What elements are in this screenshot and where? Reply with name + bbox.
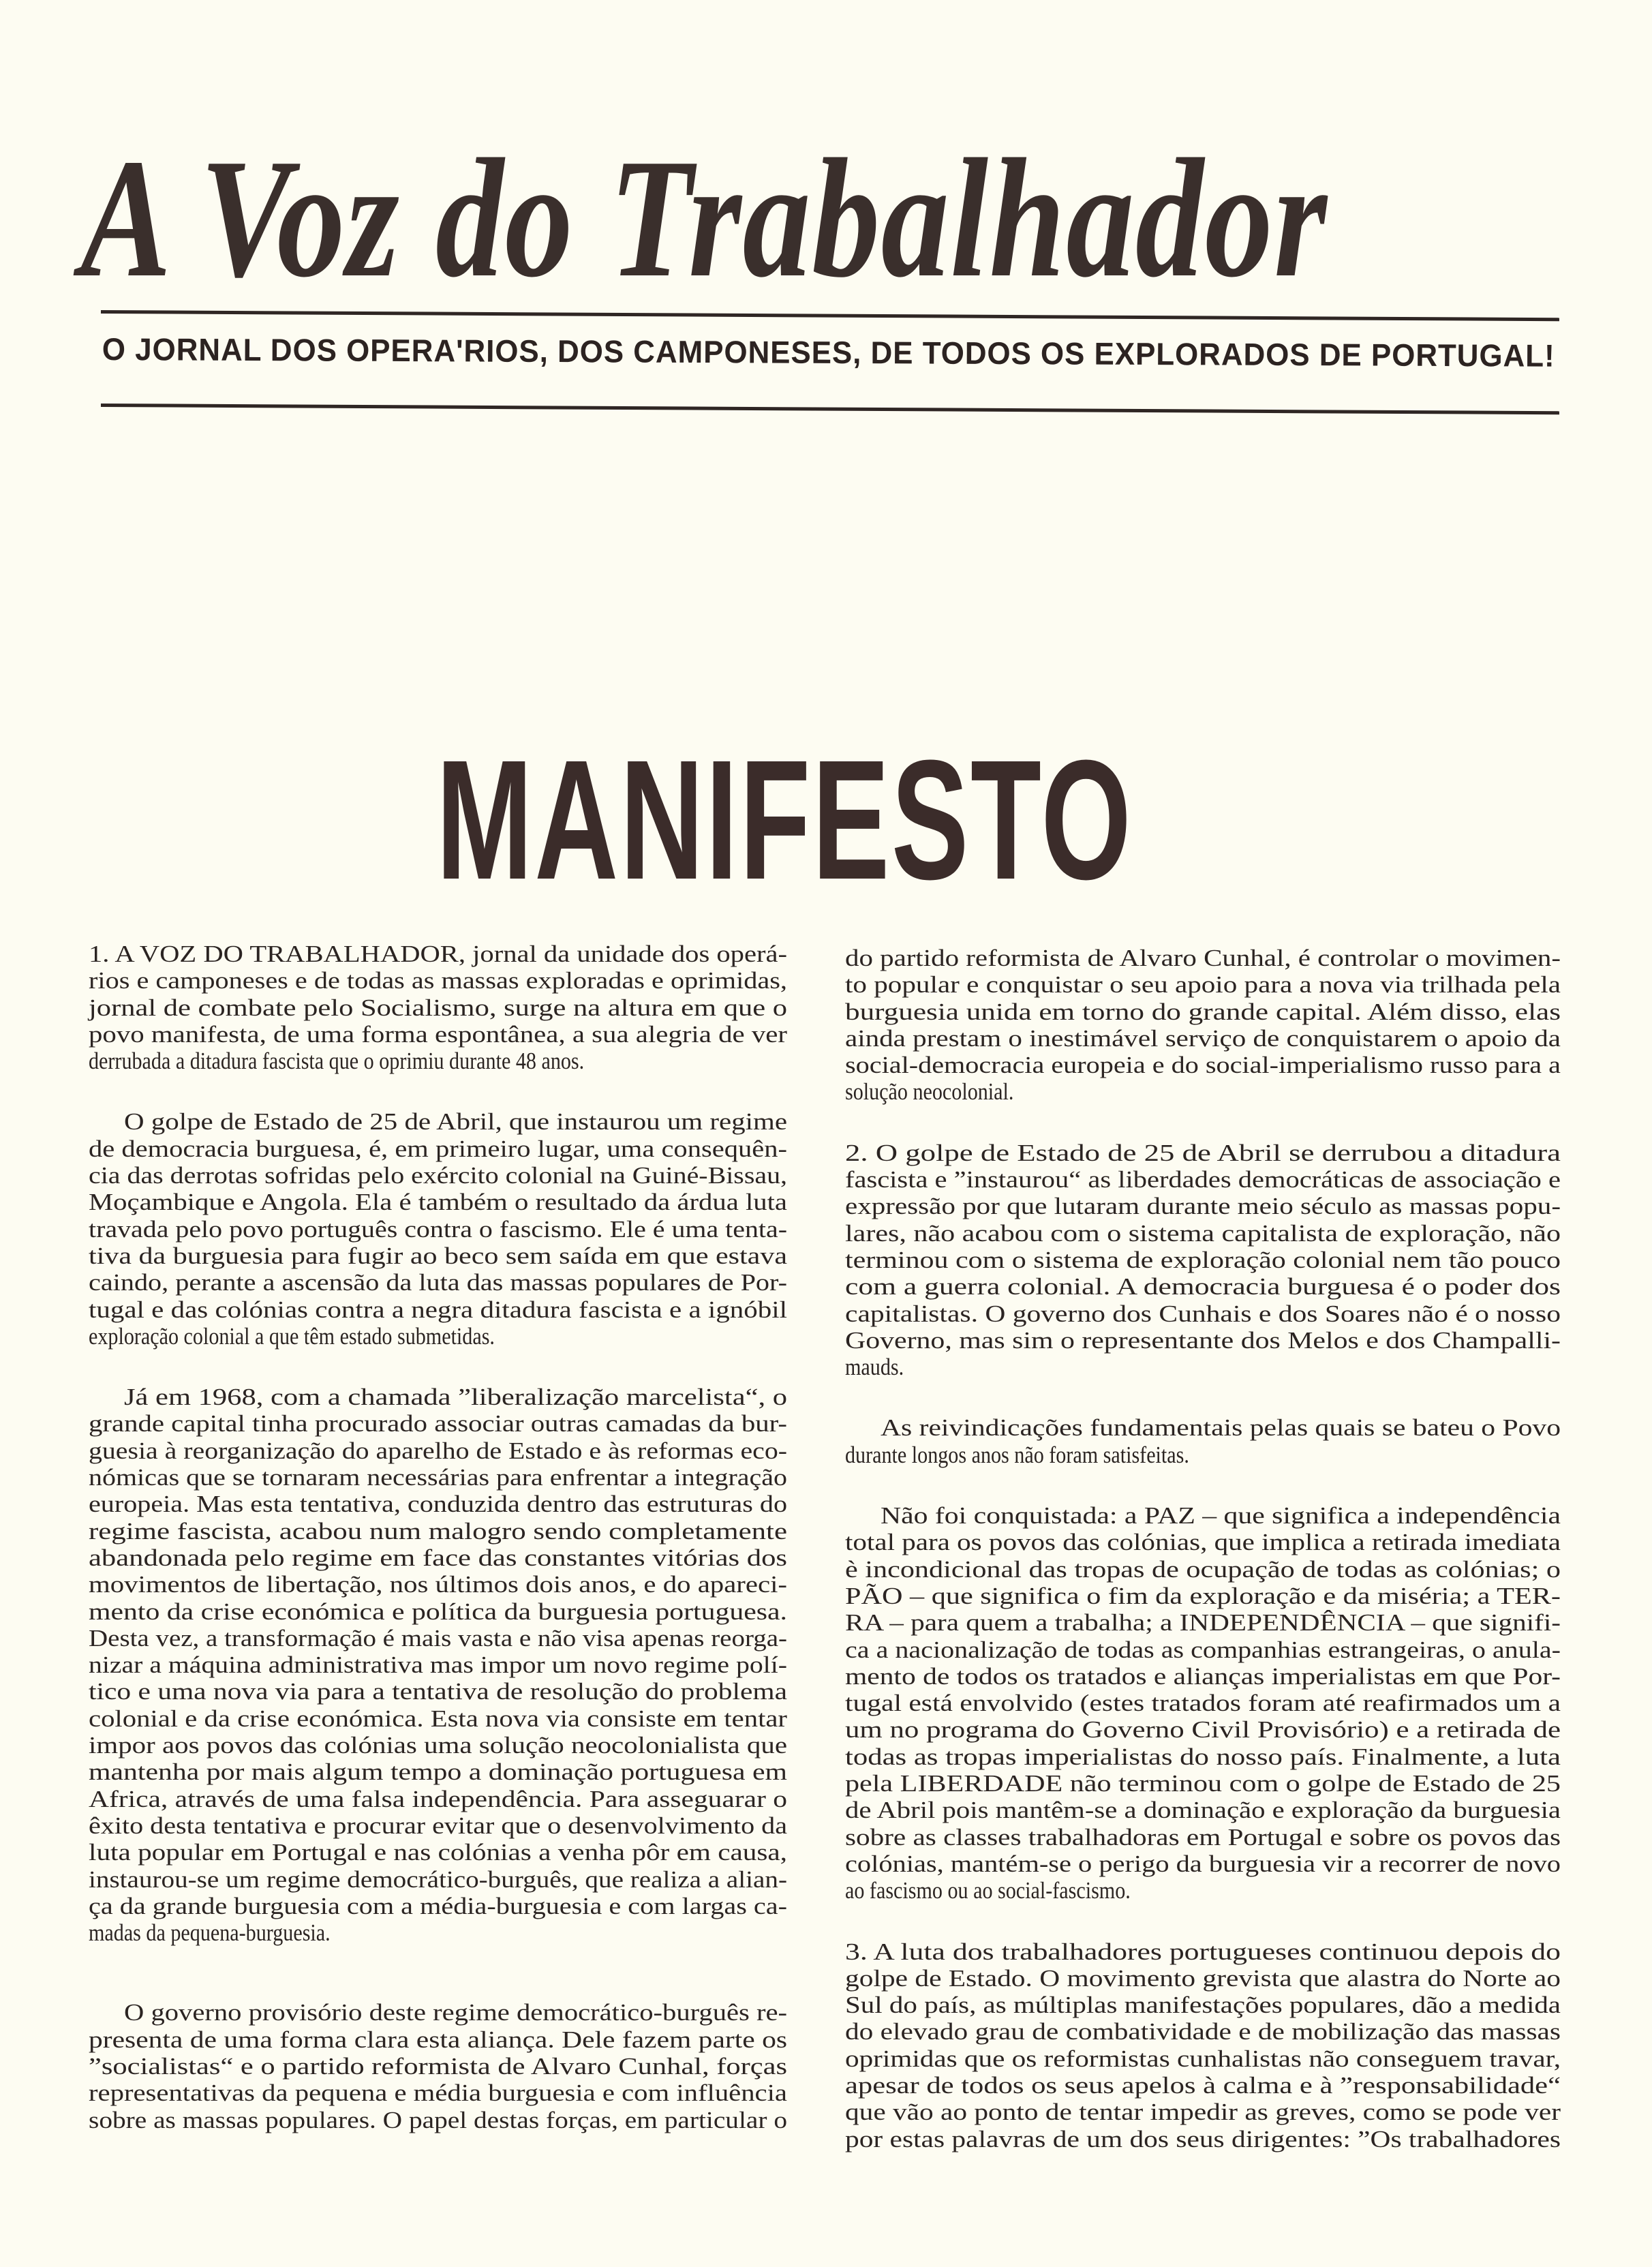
- text-line: [845, 1442, 1561, 1468]
- text-line-content: mauds.: [845, 1354, 904, 1381]
- text-line-content: guesia à reorganização do aparelho de Estado e às reformas eco-: [89, 1437, 787, 1464]
- text-line: [845, 1690, 1561, 1716]
- text-line-content: jornal de combate pelo Socialismo, surge na altura em que o: [89, 994, 787, 1021]
- text-line: [89, 1919, 787, 1946]
- text-line: [845, 945, 1561, 971]
- text-line-content: expressão por que lutaram durante meio século as massas popu-: [845, 1193, 1561, 1220]
- text-line-content: PÃO – que significa o fim da exploração e da miséria; a TER-: [845, 1582, 1561, 1609]
- masthead: [0, 0, 1652, 423]
- text-line: [89, 1384, 787, 1410]
- text-line-content: Já em 1968, com a chamada ”liberalização marcelista“, o: [124, 1384, 787, 1411]
- text-line: [89, 1136, 787, 1162]
- text-line-content: impor aos povos das colónias uma solução neocolonialista que: [89, 1732, 787, 1759]
- text-line: [845, 1637, 1561, 1663]
- text-line-content: do elevado grau de combatividade e de mobilização das massas: [845, 2018, 1561, 2045]
- text-line: [89, 1021, 787, 1048]
- text-line: [845, 1824, 1561, 1851]
- text-line: [845, 2018, 1561, 2045]
- text-line-content: sobre as classes trabalhadoras em Portugal e sobre os povos das: [845, 1823, 1561, 1851]
- text-line: [89, 1491, 787, 1517]
- text-line-content: sobre as massas populares. O papel destas forças, em particular o: [89, 2106, 787, 2133]
- text-line-content: ao fascismo ou ao social-fascismo.: [845, 1877, 1131, 1904]
- text-line-content: O golpe de Estado de 25 de Abril, que instaurou um regime: [124, 1108, 787, 1136]
- text-line-content: de democracia burguesa, é, em primeiro lugar, uma consequên-: [89, 1135, 787, 1162]
- text-line-content: total para os povos das colónias, que implica a retirada imediata: [845, 1529, 1561, 1556]
- text-line: [845, 1193, 1561, 1219]
- text-line: [845, 1938, 1561, 1965]
- article-paragraph: [89, 1999, 787, 2133]
- text-line: [845, 1140, 1561, 1166]
- text-line-content: madas da pequena-burguesia.: [89, 1919, 331, 1947]
- text-line: [89, 1625, 787, 1652]
- text-line: [89, 1893, 787, 1919]
- text-line: [845, 1502, 1561, 1529]
- text-line: [89, 1545, 787, 1571]
- text-line-content: ça da grande burguesia com a média-burguesia e com largas ca-: [89, 1892, 787, 1919]
- text-line: [89, 994, 787, 1021]
- text-line: [845, 2099, 1561, 2125]
- text-line: [89, 967, 787, 994]
- text-line: [845, 1965, 1561, 1992]
- text-line: [89, 2107, 787, 2133]
- text-line: [89, 1678, 787, 1705]
- text-line-content: terminou com o sistema de exploração colonial nem tão pouco: [845, 1246, 1561, 1273]
- text-line: [89, 1189, 787, 1215]
- text-line-content: lares, não acabou com o sistema capitalista de exploração, não: [845, 1219, 1561, 1247]
- paragraph-gap: [89, 1946, 787, 1999]
- text-line-content: mantenha por mais algum tempo a dominação portuguesa em: [89, 1759, 787, 1786]
- text-line: [845, 999, 1561, 1025]
- text-line-content: fascista e ”instaurou“ as liberdades democráticas de associação e: [845, 1166, 1561, 1193]
- newspaper-subtitle: O JORNAL DOS OPERA'RIOS, DOS CAMPONESES, DE TODOS OS EXPLORADOS DE PORTUGAL!: [102, 331, 1555, 374]
- text-line: [89, 1410, 787, 1437]
- text-line-content: com a guerra colonial. A democracia burguesa é o poder dos: [845, 1273, 1561, 1300]
- text-line-content: colónias, mantém-se o perigo da burguesia vir a recorrer de novo: [845, 1850, 1561, 1877]
- newspaper-title: A Voz do Trabalhador: [80, 124, 1328, 313]
- text-line-content: ”socialistas“ e o partido reformista de Alvaro Cunhal, forças: [89, 2052, 787, 2080]
- article-paragraph: [845, 1938, 1561, 2152]
- text-line: [845, 1851, 1561, 1877]
- text-line-content: durante longos anos não foram satisfeitas.: [845, 1441, 1189, 1468]
- text-line-content: 1. A VOZ DO TRABALHADOR, jornal da unidade dos operá-: [89, 941, 787, 967]
- text-line: [89, 1464, 787, 1491]
- text-line: [89, 941, 787, 967]
- text-line: [845, 1583, 1561, 1609]
- text-line: [845, 1797, 1561, 1823]
- text-line-content: tugal está envolvido (estes tratados foram até reafirmados um a: [845, 1690, 1561, 1717]
- text-line: [845, 1414, 1561, 1441]
- text-line-content: Não foi conquistada: a PAZ – que significa a independência: [881, 1502, 1561, 1530]
- text-line: [89, 2053, 787, 2080]
- text-line: [89, 1437, 787, 1464]
- text-line-content: oprimidas que os reformistas cunhalistas não conseguem travar,: [845, 2045, 1561, 2072]
- text-line-content: grande capital tinha procurado associar outras camadas da bur-: [89, 1410, 787, 1437]
- text-line: [89, 1839, 787, 1866]
- text-line: [845, 1052, 1561, 1078]
- text-line-content: que vão ao ponto de tentar impedir as greves, como se pode ver: [845, 2099, 1561, 2126]
- text-line-content: êxito desta tentativa e procurar evitar que o desenvolvimento da: [89, 1812, 787, 1839]
- text-line: [845, 1556, 1561, 1583]
- text-line: [845, 1770, 1561, 1797]
- text-line-content: europeia. Mas esta tentativa, conduzida dentro das estruturas do: [89, 1491, 787, 1518]
- text-line: [845, 1716, 1561, 1743]
- text-line-content: nizar a máquina administrativa mas impor um novo regime polí-: [89, 1652, 787, 1679]
- text-line-content: pela LIBERDADE não terminou com o golpe de Estado de 25: [845, 1770, 1561, 1797]
- paragraph-gap: [845, 1468, 1561, 1502]
- text-line-content: abandonada pelo regime em face das constantes vitórias dos: [89, 1544, 787, 1571]
- text-line: [845, 1166, 1561, 1193]
- text-line-content: rios e camponeses e de todas as massas exploradas e oprimidas,: [89, 967, 787, 994]
- text-line-content: tugal e das colónias contra a negra ditadura fascista e a ignóbil: [89, 1296, 787, 1323]
- text-line-content: Africa, através de uma falsa independência. Para asseguarar o: [89, 1785, 787, 1812]
- text-line-content: mento de todos os tratados e alianças imperialistas em que Por-: [845, 1662, 1561, 1690]
- text-line-content: de Abril pois mantêm-se a dominação e exploração da burguesia: [845, 1797, 1561, 1824]
- text-line-content: O governo provisório deste regime democrático-burguês re-: [124, 1999, 787, 2026]
- text-line-content: exploração colonial a que têm estado submetidas.: [89, 1322, 495, 1350]
- text-line-content: derrubada a ditadura fascista que o oprimiu durante 48 anos.: [89, 1048, 585, 1075]
- text-line-content: capitalistas. O governo dos Cunhais e dos Soares não é o nosso: [845, 1300, 1561, 1327]
- text-line-content: travada pelo povo português contra o fascismo. Ele é uma tenta-: [89, 1215, 787, 1243]
- text-line-content: mento da crise económica e política da burguesia portuguesa.: [89, 1598, 787, 1625]
- text-line: [89, 1598, 787, 1625]
- text-line-content: povo manifesta, de uma forma espontânea, a sua alegria de ver: [89, 1020, 787, 1048]
- text-line-content: tiva da burguesia para fugir ao beco sem saída em que estava: [89, 1242, 787, 1269]
- text-line: [845, 2045, 1561, 2072]
- text-line: [89, 1705, 787, 1732]
- text-line-content: ca a nacionalização de todas as companhias estrangeiras, o anula-: [845, 1636, 1561, 1663]
- text-line: [845, 1663, 1561, 1690]
- text-line: [845, 1273, 1561, 1300]
- text-line-content: colonial e da crise económica. Esta nova via consiste em tentar: [89, 1705, 787, 1732]
- text-line-content: todas as tropas imperialistas do nosso país. Finalmente, a luta: [845, 1743, 1561, 1770]
- text-line: [89, 1108, 787, 1135]
- text-line: [845, 1327, 1561, 1354]
- text-line-content: burguesia unida em torno do grande capital. Além disso, elas: [845, 998, 1561, 1025]
- headline: MANIFESTO: [436, 725, 1133, 915]
- article-paragraph: [89, 941, 787, 1074]
- text-line-content: por estas palavras de um dos seus dirigentes: ”Os trabalhadores: [845, 2125, 1561, 2152]
- text-line-content: presenta de uma forma clara esta aliança. Dele fazem parte os: [89, 2026, 787, 2053]
- text-line-content: movimentos de libertação, nos últimos dois anos, e do apareci-: [89, 1571, 787, 1598]
- text-line-content: Desta vez, a transformação é mais vasta e não visa apenas reorga-: [89, 1624, 787, 1652]
- text-line: [89, 1323, 787, 1350]
- article-paragraph: [89, 1384, 787, 1946]
- text-line-content: 3. A luta dos trabalhadores portugueses continuou depois do: [845, 1938, 1561, 1965]
- text-line-content: RA – para quem a trabalha; a INDEPENDÊNCIA – que signifi-: [845, 1609, 1561, 1637]
- text-line: [845, 1744, 1561, 1770]
- text-line: [845, 1877, 1561, 1904]
- text-line-content: instaurou-se um regime democrático-burguês, que realiza a alian-: [89, 1866, 787, 1893]
- text-line-content: do partido reformista de Alvaro Cunhal, é controlar o movimen-: [845, 945, 1561, 971]
- text-line: [89, 1999, 787, 2026]
- text-line-content: caindo, perante a ascensão da luta das massas populares de Por-: [89, 1269, 787, 1296]
- paragraph-gap: [89, 1074, 787, 1108]
- text-line: [89, 1866, 787, 1893]
- text-line-content: luta popular em Portugal e nas colónias a venha pôr em causa,: [89, 1839, 787, 1866]
- text-line: [89, 1812, 787, 1839]
- text-line-content: tico e uma nova via para a tentativa de resolução do problema: [89, 1678, 787, 1705]
- text-line: [89, 2080, 787, 2106]
- text-line-content: golpe de Estado. O movimento grevista que alastra do Norte ao: [845, 1964, 1561, 1992]
- text-line: [89, 1518, 787, 1545]
- paragraph-gap: [845, 1904, 1561, 1938]
- masthead-rule-bottom: [101, 404, 1559, 414]
- text-line-content: nómicas que se tornaram necessárias para enfrentar a integração: [89, 1464, 787, 1491]
- article-paragraph: [845, 1502, 1561, 1904]
- paragraph-gap: [89, 1350, 787, 1384]
- text-line: [845, 1220, 1561, 1247]
- text-line: [845, 2072, 1561, 2099]
- article-column-left: [89, 941, 787, 2133]
- text-line: [845, 1247, 1561, 1273]
- text-line: [845, 2126, 1561, 2152]
- text-line: [89, 2026, 787, 2053]
- text-line-content: Sul do país, as múltiplas manifestações populares, dão a medida: [845, 1992, 1561, 2019]
- text-line-content: As reivindicações fundamentais pelas quais se bateu o Povo: [881, 1414, 1561, 1442]
- article-column-right: [845, 945, 1561, 2152]
- text-line-content: Governo, mas sim o representante dos Melos e dos Champalli-: [845, 1326, 1561, 1354]
- text-line-content: um no programa do Governo Civil Provisório) e a retirada de: [845, 1716, 1561, 1744]
- text-line: [845, 1609, 1561, 1636]
- text-line-content: ainda prestam o inestimável serviço de conquistarem o apoio da: [845, 1024, 1561, 1052]
- text-line-content: Moçambique e Angola. Ela é também o resultado da árdua luta: [89, 1189, 787, 1216]
- text-line: [89, 1759, 787, 1785]
- text-line: [89, 1162, 787, 1189]
- text-line: [89, 1786, 787, 1812]
- text-line: [845, 1078, 1561, 1105]
- text-line: [89, 1652, 787, 1678]
- text-line-content: è incondicional das tropas de ocupação de todas as colónias; o: [845, 1555, 1561, 1583]
- text-line: [845, 971, 1561, 998]
- text-line-content: social-democracia europeia e do social-imperialismo russo para a: [845, 1052, 1561, 1079]
- article-paragraph: [845, 1140, 1561, 1381]
- paragraph-gap: [845, 1106, 1561, 1140]
- text-line: [89, 1243, 787, 1269]
- text-line: [89, 1732, 787, 1759]
- text-line-content: regime fascista, acabou num malogro sendo completamente: [89, 1517, 787, 1545]
- text-line: [845, 1025, 1561, 1052]
- text-line-content: solução neocolonial.: [845, 1078, 1014, 1106]
- article-paragraph: [845, 1414, 1561, 1468]
- text-line: [845, 1354, 1561, 1380]
- text-line: [845, 1992, 1561, 2018]
- text-line: [89, 1048, 787, 1074]
- text-line-content: 2. O golpe de Estado de 25 de Abril se derrubou a ditadura: [845, 1139, 1561, 1166]
- text-line: [89, 1296, 787, 1323]
- text-line-content: apesar de todos os seus apelos à calma e à ”responsabilidade“: [845, 2071, 1561, 2099]
- article-paragraph: [89, 1108, 787, 1350]
- text-line-content: representativas da pequena e média burguesia e com influência: [89, 2080, 787, 2107]
- text-line: [89, 1571, 787, 1598]
- article-paragraph: [845, 945, 1561, 1106]
- text-line-content: to popular e conquistar o seu apoio para a nova via trilhada pela: [845, 971, 1561, 999]
- text-line: [845, 1529, 1561, 1555]
- text-line-content: cia das derrotas sofridas pelo exército colonial na Guiné-Bissau,: [89, 1162, 787, 1189]
- text-line: [89, 1269, 787, 1296]
- paragraph-gap: [845, 1380, 1561, 1414]
- text-line: [89, 1216, 787, 1243]
- text-line: [845, 1300, 1561, 1327]
